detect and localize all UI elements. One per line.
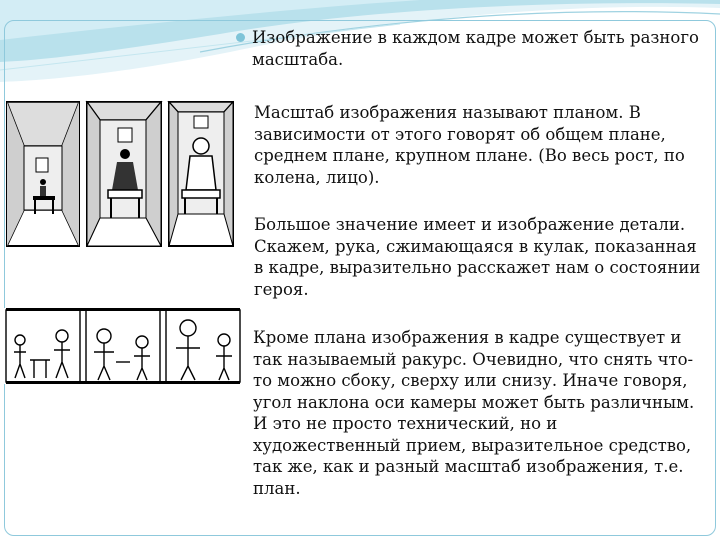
list-item <box>236 327 706 499</box>
list-item <box>236 214 706 300</box>
bullet-text: Изображение в каждом кадре может быть разного масштаба. <box>252 28 699 69</box>
room-shots-illustration <box>6 98 234 250</box>
text-column <box>236 27 706 499</box>
bullet-text: Масштаб изображения называют планом. В зависимости от этого говорят об общем плане, среднем плане, крупном плане. (Во весь рост, по колена, лицо). <box>254 103 685 187</box>
room-medium-shot-icon <box>87 102 161 246</box>
bullet-text: Большое значение имеет и изображение детали. Скажем, рука, сжимающаяся в кулак, показанная в кадре, выразительно расскажет нам о состоянии героя. <box>254 215 701 299</box>
room-close-shot-icon <box>169 102 233 246</box>
bullet-icon <box>236 33 245 42</box>
bullet-text: Кроме плана изображения в кадре существует и так называемый ракурс. Очевидно, что снять что-то можно сбоку, сверху или снизу. Иначе говоря, угол наклона оси камеры может быть различным. И это не просто технический, но и художественный прием, выразительное средство, так же, как и разный масштаб изображения, т.е. план. <box>253 328 695 498</box>
list-item <box>236 27 706 70</box>
room-general-shot-icon <box>7 102 79 246</box>
filmstrip-figures-icon <box>4 306 242 386</box>
list-item <box>236 102 706 188</box>
